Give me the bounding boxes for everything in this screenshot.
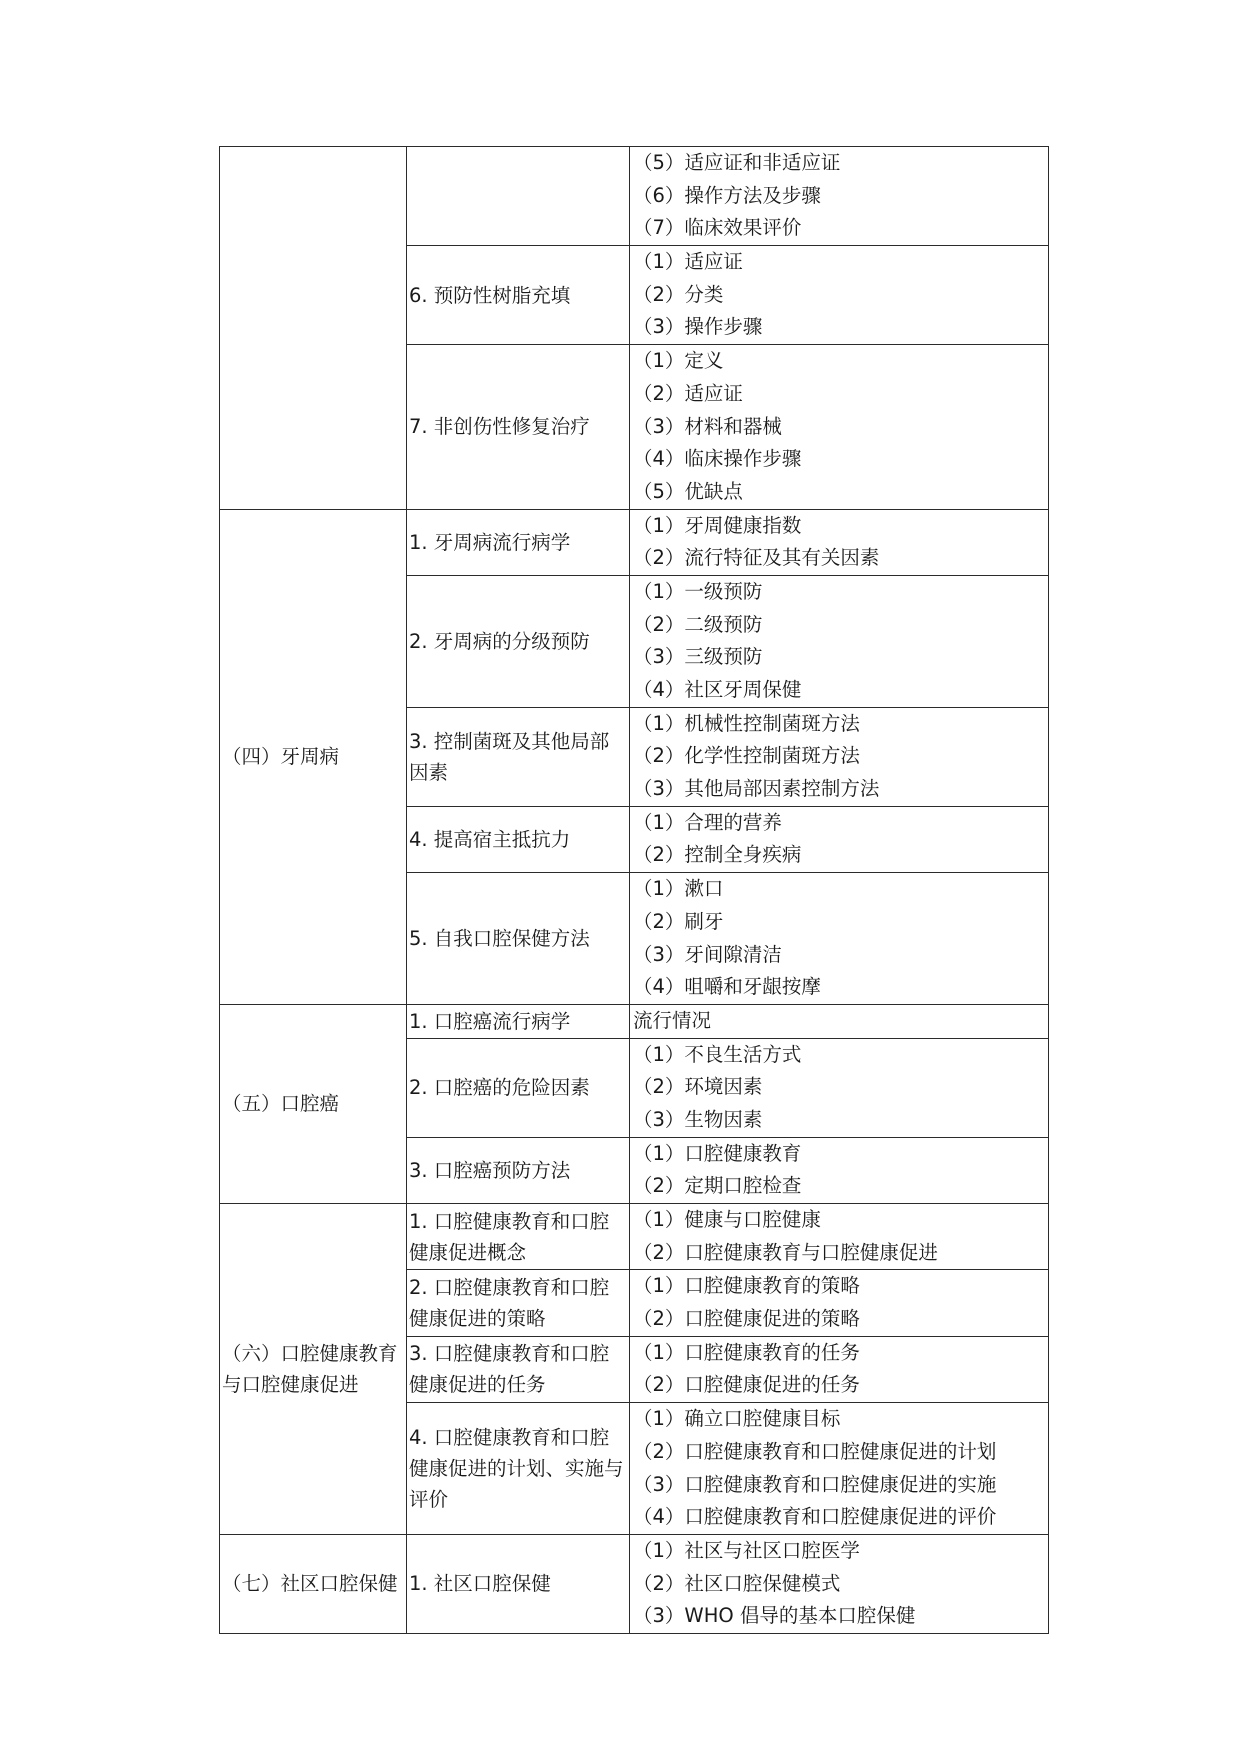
detail-list	[633, 147, 1046, 245]
unit-cell: （四）牙周病	[220, 509, 407, 1004]
detail-item: 流行情况	[633, 1008, 712, 1032]
detail-cell	[630, 707, 1049, 806]
unit-cell: （七）社区口腔保健	[220, 1534, 407, 1633]
detail-list	[633, 576, 1046, 707]
detail-item: （1）一级预防	[633, 579, 763, 603]
topic-cell: 7. 非创伤性修复治疗	[407, 345, 630, 509]
detail-item: （1）牙周健康指数	[633, 513, 802, 537]
detail-item: （2）分类	[633, 282, 724, 306]
detail-list	[633, 1138, 1046, 1203]
detail-item: （2）环境因素	[633, 1075, 763, 1099]
table-row	[220, 509, 1049, 575]
detail-cell	[630, 509, 1049, 575]
detail-item: （3）牙间隙清洁	[633, 942, 782, 966]
detail-item: （1）漱口	[633, 877, 724, 901]
detail-item: （1）合理的营养	[633, 810, 782, 834]
topic-cell: 3. 控制菌斑及其他局部因素	[407, 707, 630, 806]
detail-cell	[630, 1204, 1049, 1270]
detail-cell	[630, 1534, 1049, 1633]
detail-item: （5）优缺点	[633, 479, 743, 503]
detail-item: （2）口腔健康促进的任务	[633, 1373, 860, 1397]
topic-cell: 2. 口腔癌的危险因素	[407, 1038, 630, 1137]
detail-list	[633, 510, 1046, 575]
topic-cell	[407, 147, 630, 246]
detail-item: （1）确立口腔健康目标	[633, 1407, 841, 1431]
detail-item: （1）口腔健康教育的任务	[633, 1340, 860, 1364]
topic-cell: 5. 自我口腔保健方法	[407, 873, 630, 1005]
detail-item: （3）三级预防	[633, 645, 763, 669]
detail-list	[633, 1535, 1046, 1633]
detail-cell	[630, 575, 1049, 707]
detail-cell	[630, 246, 1049, 345]
detail-list	[633, 1204, 1046, 1269]
detail-list	[633, 246, 1046, 344]
detail-item: （3）口腔健康教育和口腔健康促进的实施	[633, 1472, 997, 1496]
detail-item: （6）操作方法及步骤	[633, 183, 821, 207]
detail-item: （4）口腔健康教育和口腔健康促进的评价	[633, 1505, 997, 1529]
detail-cell	[630, 345, 1049, 509]
detail-item: （1）健康与口腔健康	[633, 1208, 821, 1231]
detail-item: （3）WHO 倡导的基本口腔保健	[633, 1604, 916, 1628]
detail-item: （2）社区口腔保健模式	[633, 1571, 841, 1595]
detail-cell	[630, 1403, 1049, 1535]
detail-cell	[630, 147, 1049, 246]
unit-cell: （六）口腔健康教育与口腔健康促进	[220, 1204, 407, 1535]
detail-item: （1）社区与社区口腔医学	[633, 1538, 860, 1562]
detail-list	[633, 708, 1046, 806]
detail-item: （2）流行特征及其有关因素	[633, 546, 880, 570]
detail-item: （3）其他局部因素控制方法	[633, 777, 880, 801]
detail-item: （3）生物因素	[633, 1107, 763, 1131]
table-row	[220, 1004, 1049, 1038]
topic-cell: 1. 口腔癌流行病学	[407, 1004, 630, 1038]
detail-cell	[630, 806, 1049, 872]
detail-list	[633, 345, 1046, 508]
detail-list	[633, 1005, 1046, 1038]
topic-cell: 2. 牙周病的分级预防	[407, 575, 630, 707]
detail-list	[633, 1039, 1046, 1137]
detail-item: （1）定义	[633, 349, 724, 373]
detail-list	[633, 807, 1046, 872]
table-row	[220, 1534, 1049, 1633]
detail-item: （2）口腔健康促进的策略	[633, 1307, 860, 1331]
detail-item: （1）适应证	[633, 250, 743, 274]
topic-cell: 4. 提高宿主抵抗力	[407, 806, 630, 872]
table-row	[220, 147, 1049, 246]
topic-cell: 3. 口腔癌预防方法	[407, 1137, 630, 1203]
detail-item: （1）机械性控制菌斑方法	[633, 711, 860, 735]
detail-cell	[630, 1270, 1049, 1336]
topic-cell: 6. 预防性树脂充填	[407, 246, 630, 345]
detail-list	[633, 1403, 1046, 1534]
detail-item: （4）咀嚼和牙龈按摩	[633, 975, 821, 999]
topic-cell: 4. 口腔健康教育和口腔健康促进的计划、实施与评价	[407, 1403, 630, 1535]
unit-cell	[220, 147, 407, 510]
detail-item: （1）不良生活方式	[633, 1042, 802, 1066]
topic-cell: 1. 口腔健康教育和口腔健康促进概念	[407, 1204, 630, 1270]
table-row	[220, 1204, 1049, 1270]
topic-cell: 1. 社区口腔保健	[407, 1534, 630, 1633]
syllabus-table-body	[220, 147, 1049, 1634]
detail-item: （3）材料和器械	[633, 414, 782, 438]
topic-cell: 3. 口腔健康教育和口腔健康促进的任务	[407, 1336, 630, 1402]
detail-item: （2）口腔健康教育与口腔健康促进	[633, 1240, 938, 1264]
syllabus-table	[219, 146, 1049, 1634]
detail-item: （2）口腔健康教育和口腔健康促进的计划	[633, 1439, 997, 1463]
topic-cell: 2. 口腔健康教育和口腔健康促进的策略	[407, 1270, 630, 1336]
detail-item: （5）适应证和非适应证	[633, 151, 841, 174]
detail-item: （2）控制全身疾病	[633, 843, 802, 867]
detail-item: （2）化学性控制菌斑方法	[633, 744, 860, 768]
detail-item: （7）临床效果评价	[633, 216, 802, 240]
detail-list	[633, 1337, 1046, 1402]
detail-item: （2）定期口腔检查	[633, 1174, 802, 1198]
detail-item: （1）口腔健康教育	[633, 1141, 802, 1165]
detail-cell	[630, 873, 1049, 1005]
detail-cell	[630, 1038, 1049, 1137]
unit-cell: （五）口腔癌	[220, 1004, 407, 1203]
topic-cell: 1. 牙周病流行病学	[407, 509, 630, 575]
detail-item: （2）二级预防	[633, 612, 763, 636]
detail-cell	[630, 1137, 1049, 1203]
detail-item: （2）刷牙	[633, 909, 724, 933]
detail-item: （4）临床操作步骤	[633, 447, 802, 471]
detail-cell	[630, 1336, 1049, 1402]
detail-list	[633, 1270, 1046, 1335]
detail-item: （2）适应证	[633, 381, 743, 405]
detail-item: （4）社区牙周保健	[633, 678, 802, 701]
detail-item: （1）口腔健康教育的策略	[633, 1274, 860, 1298]
detail-item: （3）操作步骤	[633, 315, 763, 339]
detail-list	[633, 873, 1046, 1004]
detail-cell	[630, 1004, 1049, 1038]
